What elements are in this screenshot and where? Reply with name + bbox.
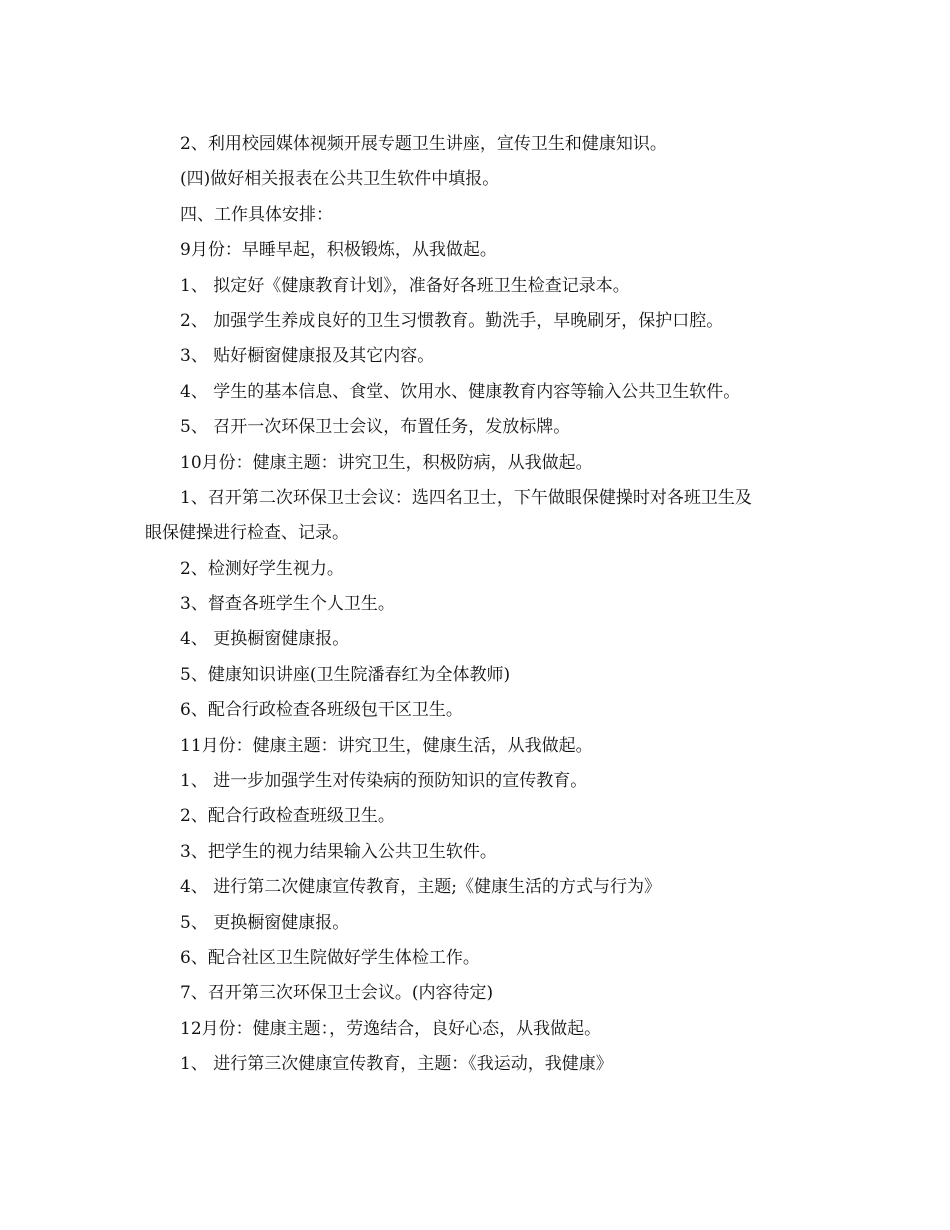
list-item: 1、 进一步加强学生对传染病的预防知识的宣传教育。 — [180, 771, 588, 792]
list-item-continuation: 眼保健操进行检查、记录。 — [145, 523, 349, 544]
list-item: 2、配合行政检查班级卫生。 — [180, 806, 395, 827]
document-body — [0, 127, 950, 1083]
list-item: 6、配合社区卫生院做好学生体检工作。 — [180, 947, 480, 968]
list-item: 3、 贴好橱窗健康报及其它内容。 — [180, 346, 435, 367]
paragraph-line: 2、利用校园媒体视频开展专题卫生讲座，宣传卫生和健康知识。 — [180, 134, 667, 154]
list-item: 3、督查各班学生个人卫生。 — [180, 594, 395, 615]
month-heading-december: 12月份：健康主题：，劳逸结合，良好心态，从我做起。 — [180, 1018, 602, 1039]
list-item: 2、检测好学生视力。 — [180, 558, 344, 579]
list-item: 2、 加强学生养成良好的卫生习惯教育。勤洗手，早晚刷牙，保护口腔。 — [180, 310, 724, 331]
list-item: 3、把学生的视力结果输入公共卫生软件。 — [180, 841, 497, 862]
list-item: 1、召开第二次环保卫士会议：选四名卫士，下午做眼保健操时对各班卫生及 — [180, 487, 752, 508]
month-heading-september: 9月份：早睡早起，积极锻炼，从我做起。 — [180, 240, 497, 261]
list-item: 5、健康知识讲座(卫生院潘春红为全体教师) — [180, 664, 511, 685]
list-item: 4、 进行第二次健康宣传教育，主题;《健康生活的方式与行为》 — [180, 877, 661, 898]
list-item: 4、 学生的基本信息、食堂、饮用水、健康教育内容等输入公共卫生软件。 — [180, 381, 741, 402]
list-item: 6、配合行政检查各班级包干区卫生。 — [180, 700, 463, 721]
section-heading: 四、工作具体安排： — [180, 204, 333, 225]
section-line: (四)做好相关报表在公共卫生软件中填报。 — [180, 169, 500, 190]
list-item: 5、 召开一次环保卫士会议，布置任务，发放标牌。 — [180, 417, 571, 438]
list-item: 7、召开第三次环保卫士会议。(内容待定) — [180, 983, 494, 1004]
month-heading-october: 10月份：健康主题：讲究卫生，积极防病，从我做起。 — [180, 452, 593, 473]
list-item: 1、 进行第三次健康宣传教育，主题：《我运动，我健康》 — [180, 1054, 613, 1075]
list-item: 4、 更换橱窗健康报。 — [180, 629, 350, 650]
month-heading-november: 11月份：健康主题：讲究卫生，健康生活，从我做起。 — [180, 735, 593, 756]
list-item: 5、 更换橱窗健康报。 — [180, 912, 350, 933]
list-item: 1、 拟定好《健康教育计划》，准备好各班卫生检查记录本。 — [180, 275, 630, 296]
